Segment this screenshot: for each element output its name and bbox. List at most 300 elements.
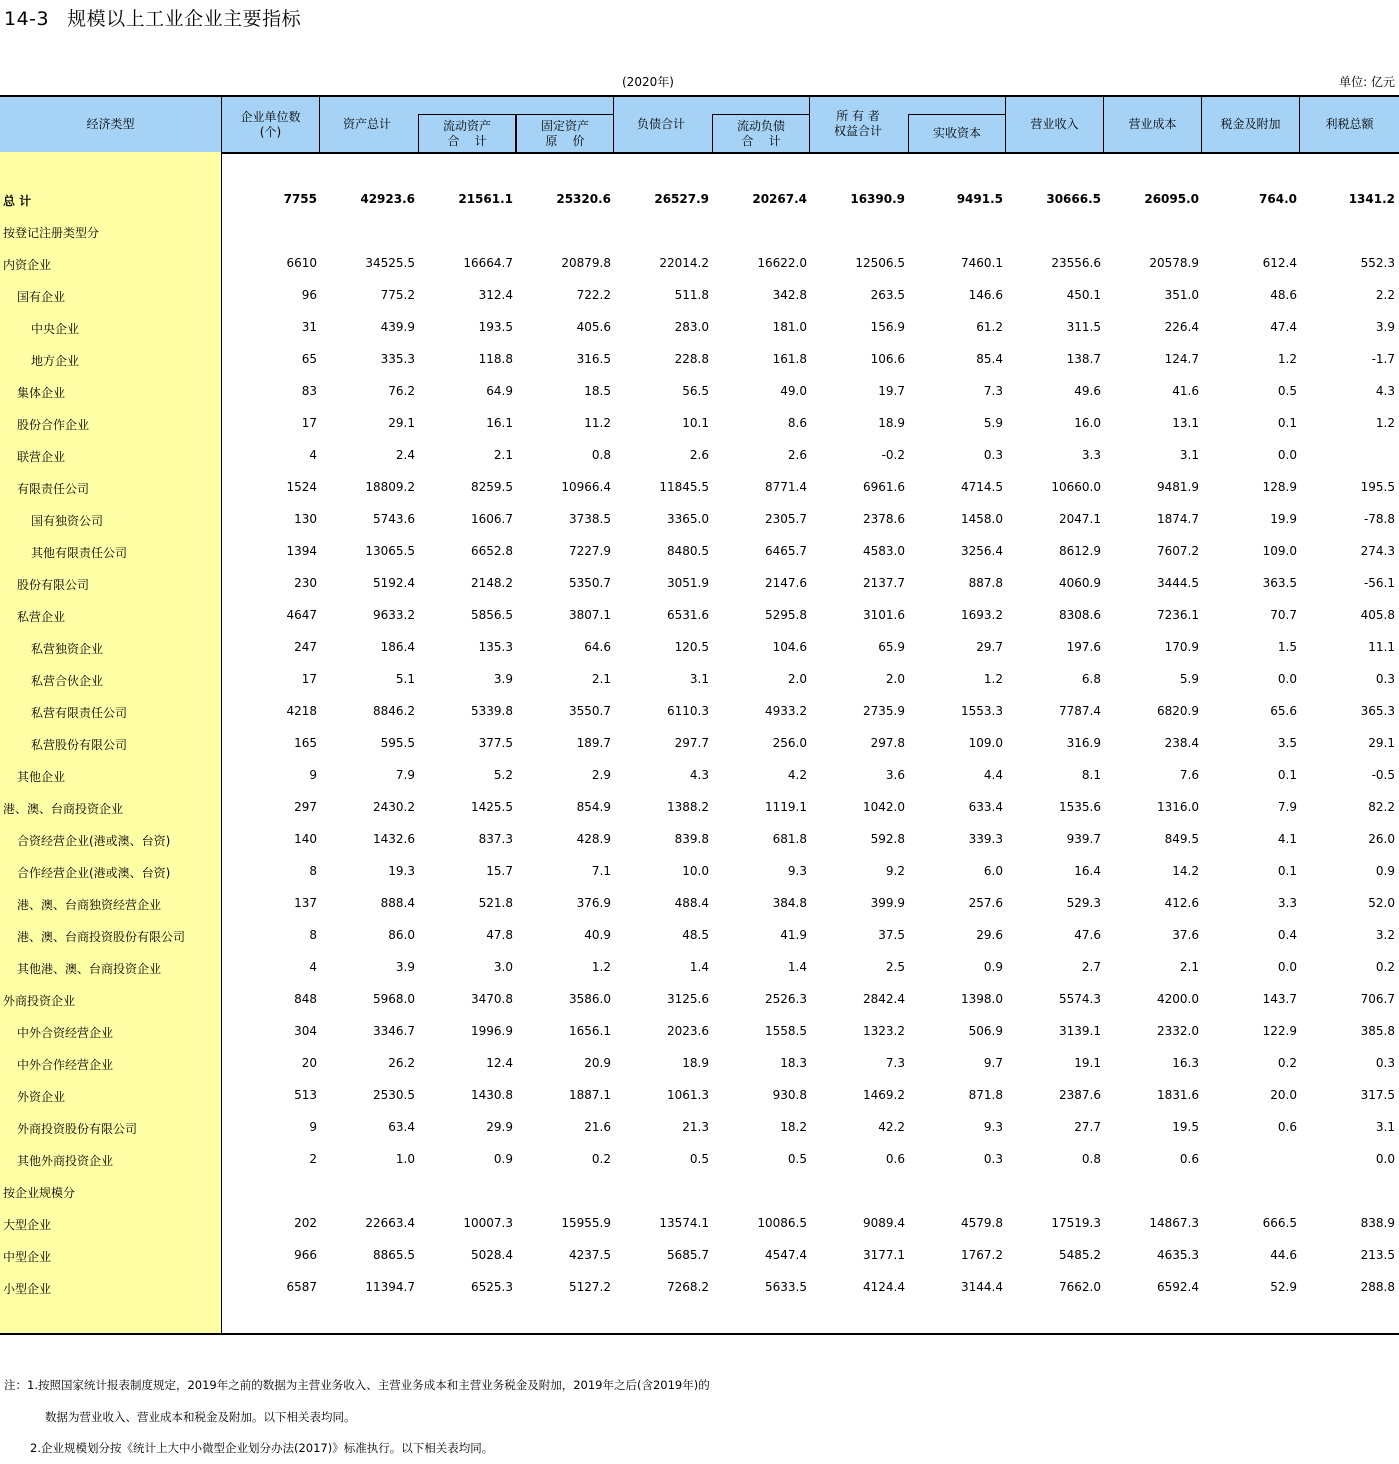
row-label: 小型企业 bbox=[3, 1282, 52, 1296]
cell-paid-in-capital: 4579.8 bbox=[961, 1216, 1003, 1230]
cell-equity: 7.3 bbox=[885, 1056, 905, 1070]
cell-units: 165 bbox=[294, 736, 317, 750]
cell-assets: 22663.4 bbox=[365, 1216, 415, 1230]
cell-liabilities: 26527.9 bbox=[654, 192, 709, 206]
header-profit-tax: 利税总额 bbox=[1325, 117, 1374, 131]
cell-revenue: 27.7 bbox=[1074, 1120, 1101, 1134]
row-label: 国有企业 bbox=[17, 290, 66, 304]
cell-profit-tax: 0.0 bbox=[1375, 1152, 1395, 1166]
cell-taxes: 0.2 bbox=[1277, 1056, 1297, 1070]
table-row bbox=[0, 1278, 1399, 1298]
cell-cost: 14867.3 bbox=[1149, 1216, 1199, 1230]
row-label: 私营独资企业 bbox=[31, 642, 104, 656]
cell-assets: 86.0 bbox=[388, 928, 415, 942]
cell-revenue: 49.6 bbox=[1074, 384, 1101, 398]
cell-liabilities: 1061.3 bbox=[667, 1088, 709, 1102]
cell-current-liabilities: 930.8 bbox=[772, 1088, 807, 1102]
cell-liabilities: 3365.0 bbox=[667, 512, 709, 526]
cell-current-assets: 2148.2 bbox=[471, 576, 513, 590]
cell-paid-in-capital: 257.6 bbox=[968, 896, 1003, 910]
cell-cost: 226.4 bbox=[1164, 320, 1199, 334]
cell-taxes: 20.0 bbox=[1270, 1088, 1297, 1102]
cell-equity: 1323.2 bbox=[863, 1024, 905, 1038]
cell-profit-tax: 274.3 bbox=[1360, 544, 1395, 558]
cell-fixed-assets: 15955.9 bbox=[561, 1216, 611, 1230]
cell-paid-in-capital: 5.9 bbox=[983, 416, 1003, 430]
cell-profit-tax: -0.5 bbox=[1371, 768, 1395, 782]
cell-assets: 7.9 bbox=[395, 768, 415, 782]
row-label: 股份有限公司 bbox=[17, 578, 90, 592]
table-row bbox=[0, 702, 1399, 722]
cell-current-assets: 837.3 bbox=[478, 832, 513, 846]
cell-cost: 1831.6 bbox=[1157, 1088, 1199, 1102]
cell-paid-in-capital: 1.2 bbox=[983, 672, 1003, 686]
cell-cost: 20578.9 bbox=[1149, 256, 1199, 270]
cell-current-liabilities: 384.8 bbox=[772, 896, 807, 910]
table-row bbox=[0, 286, 1399, 306]
note-2: 2.企业规模划分按《统计上大中小微型企业划分办法(2017)》标准执行。以下相关表均同。 bbox=[30, 1441, 494, 1455]
cell-taxes: 143.7 bbox=[1262, 992, 1297, 1006]
cell-revenue: 5485.2 bbox=[1059, 1248, 1101, 1262]
cell-current-assets: 6525.3 bbox=[471, 1280, 513, 1294]
cell-current-assets: 3470.8 bbox=[471, 992, 513, 1006]
cell-current-liabilities: 4933.2 bbox=[765, 704, 807, 718]
cell-profit-tax: 0.3 bbox=[1375, 1056, 1395, 1070]
cell-equity: 9089.4 bbox=[863, 1216, 905, 1230]
row-label: 集体企业 bbox=[17, 386, 66, 400]
cell-liabilities: 488.4 bbox=[674, 896, 709, 910]
table-row bbox=[0, 1086, 1399, 1106]
cell-liabilities: 13574.1 bbox=[659, 1216, 709, 1230]
cell-taxes: 0.0 bbox=[1277, 448, 1297, 462]
table-row bbox=[0, 670, 1399, 690]
cell-revenue: 7662.0 bbox=[1059, 1280, 1101, 1294]
cell-current-assets: 16.1 bbox=[486, 416, 513, 430]
cell-assets: 5.1 bbox=[395, 672, 415, 686]
cell-fixed-assets: 189.7 bbox=[576, 736, 611, 750]
cell-units: 202 bbox=[294, 1216, 317, 1230]
cell-profit-tax: 3.9 bbox=[1375, 320, 1395, 334]
cell-liabilities: 2023.6 bbox=[667, 1024, 709, 1038]
cell-assets: 2.4 bbox=[395, 448, 415, 462]
cell-liabilities: 3125.6 bbox=[667, 992, 709, 1006]
cell-paid-in-capital: 3144.4 bbox=[961, 1280, 1003, 1294]
cell-paid-in-capital: 9.3 bbox=[983, 1120, 1003, 1134]
cell-current-liabilities: 2.0 bbox=[787, 672, 807, 686]
cell-current-liabilities: 18.2 bbox=[780, 1120, 807, 1134]
cell-fixed-assets: 40.9 bbox=[584, 928, 611, 942]
cell-liabilities: 18.9 bbox=[682, 1056, 709, 1070]
cell-equity: 18.9 bbox=[878, 416, 905, 430]
table-row bbox=[0, 382, 1399, 402]
cell-equity: 2137.7 bbox=[863, 576, 905, 590]
table-row bbox=[0, 1150, 1399, 1170]
cell-assets: 5968.0 bbox=[373, 992, 415, 1006]
cell-cost: 5.9 bbox=[1179, 672, 1199, 686]
cell-liabilities: 7268.2 bbox=[667, 1280, 709, 1294]
row-label: 地方企业 bbox=[31, 354, 80, 368]
cell-assets: 439.9 bbox=[380, 320, 415, 334]
cell-assets: 335.3 bbox=[380, 352, 415, 366]
header-taxes: 税金及附加 bbox=[1202, 97, 1300, 152]
cell-cost: 19.5 bbox=[1172, 1120, 1199, 1134]
cell-liabilities: 48.5 bbox=[682, 928, 709, 942]
cell-revenue: 5574.3 bbox=[1059, 992, 1101, 1006]
cell-profit-tax: 385.8 bbox=[1360, 1024, 1395, 1038]
cell-fixed-assets: 3738.5 bbox=[569, 512, 611, 526]
header-assets: 资产总计 bbox=[320, 97, 614, 152]
row-label: 中央企业 bbox=[31, 322, 80, 336]
cell-paid-in-capital: 29.6 bbox=[976, 928, 1003, 942]
cell-revenue: 7787.4 bbox=[1059, 704, 1101, 718]
table-row bbox=[0, 638, 1399, 658]
cell-fixed-assets: 21.6 bbox=[584, 1120, 611, 1134]
cell-profit-tax: 365.3 bbox=[1360, 704, 1395, 718]
cell-paid-in-capital: 1398.0 bbox=[961, 992, 1003, 1006]
cell-liabilities: 8480.5 bbox=[667, 544, 709, 558]
cell-fixed-assets: 3807.1 bbox=[569, 608, 611, 622]
cell-cost: 9481.9 bbox=[1157, 480, 1199, 494]
cell-profit-tax: 4.3 bbox=[1375, 384, 1395, 398]
cell-paid-in-capital: 7460.1 bbox=[961, 256, 1003, 270]
table-row bbox=[0, 542, 1399, 562]
cell-current-assets: 5339.8 bbox=[471, 704, 513, 718]
row-label: 私营股份有限公司 bbox=[31, 738, 128, 752]
note-1-continued: 数据为营业收入、营业成本和税金及附加。以下相关表均同。 bbox=[45, 1410, 356, 1424]
cell-fixed-assets: 0.2 bbox=[591, 1152, 611, 1166]
note-1: 注：1.按照国家统计报表制度规定，2019年之前的数据为主营业务收入、主营业务成本和主营业务税金及附加，2019年之后(含2019年)的 bbox=[4, 1378, 710, 1392]
cell-equity: 399.9 bbox=[870, 896, 905, 910]
cell-profit-tax: 195.5 bbox=[1360, 480, 1395, 494]
cell-revenue: 1535.6 bbox=[1059, 800, 1101, 814]
header-current-assets: 流动资产 合 计 bbox=[418, 114, 516, 152]
cell-revenue: 2047.1 bbox=[1059, 512, 1101, 526]
cell-current-assets: 64.9 bbox=[486, 384, 513, 398]
cell-fixed-assets: 2.1 bbox=[591, 672, 611, 686]
cell-revenue: 8612.9 bbox=[1059, 544, 1101, 558]
cell-current-liabilities: 10086.5 bbox=[757, 1216, 807, 1230]
cell-units: 20 bbox=[301, 1056, 317, 1070]
header-liabilities: 负债合计 bbox=[614, 97, 810, 152]
cell-units: 17 bbox=[301, 672, 317, 686]
cell-equity: 297.8 bbox=[870, 736, 905, 750]
cell-fixed-assets: 20879.8 bbox=[561, 256, 611, 270]
row-label: 港、澳、台商投资股份有限公司 bbox=[17, 930, 186, 944]
cell-equity: 3177.1 bbox=[863, 1248, 905, 1262]
cell-equity: -0.2 bbox=[881, 448, 905, 462]
cell-equity: 0.6 bbox=[885, 1152, 905, 1166]
cell-cost: 124.7 bbox=[1164, 352, 1199, 366]
unit-label: 单位: 亿元 bbox=[1339, 75, 1395, 89]
cell-equity: 106.6 bbox=[870, 352, 905, 366]
cell-current-liabilities: 181.0 bbox=[772, 320, 807, 334]
cell-revenue: 47.6 bbox=[1074, 928, 1101, 942]
cell-units: 9 bbox=[309, 1120, 317, 1134]
cell-equity: 65.9 bbox=[878, 640, 905, 654]
cell-equity: 3.6 bbox=[885, 768, 905, 782]
cell-units: 130 bbox=[294, 512, 317, 526]
cell-current-liabilities: 16622.0 bbox=[757, 256, 807, 270]
cell-paid-in-capital: 0.3 bbox=[983, 448, 1003, 462]
cell-units: 4 bbox=[309, 448, 317, 462]
cell-liabilities: 228.8 bbox=[674, 352, 709, 366]
table-row bbox=[0, 510, 1399, 530]
row-label: 内资企业 bbox=[3, 258, 52, 272]
cell-units: 848 bbox=[294, 992, 317, 1006]
cell-fixed-assets: 428.9 bbox=[576, 832, 611, 846]
cell-revenue: 16.0 bbox=[1074, 416, 1101, 430]
table-row bbox=[0, 222, 1399, 242]
cell-taxes: 47.4 bbox=[1270, 320, 1297, 334]
cell-current-assets: 3.9 bbox=[493, 672, 513, 686]
table-row bbox=[0, 1022, 1399, 1042]
cell-current-assets: 135.3 bbox=[478, 640, 513, 654]
header-type: 经济类型 bbox=[0, 97, 222, 152]
cell-paid-in-capital: 9.7 bbox=[983, 1056, 1003, 1070]
cell-profit-tax: 288.8 bbox=[1360, 1280, 1395, 1294]
cell-liabilities: 3051.9 bbox=[667, 576, 709, 590]
cell-cost: 4200.0 bbox=[1157, 992, 1199, 1006]
row-label: 港、澳、台商投资企业 bbox=[3, 802, 124, 816]
cell-profit-tax: 0.9 bbox=[1375, 864, 1395, 878]
cell-units: 140 bbox=[294, 832, 317, 846]
cell-units: 4 bbox=[309, 960, 317, 974]
cell-liabilities: 10.1 bbox=[682, 416, 709, 430]
cell-cost: 14.2 bbox=[1172, 864, 1199, 878]
table-row bbox=[0, 318, 1399, 338]
table-row bbox=[0, 414, 1399, 434]
cell-cost: 351.0 bbox=[1164, 288, 1199, 302]
cell-fixed-assets: 1887.1 bbox=[569, 1088, 611, 1102]
cell-taxes: 70.7 bbox=[1270, 608, 1297, 622]
cell-equity: 263.5 bbox=[870, 288, 905, 302]
cell-revenue: 4060.9 bbox=[1059, 576, 1101, 590]
cell-units: 6610 bbox=[286, 256, 317, 270]
cell-equity: 1469.2 bbox=[863, 1088, 905, 1102]
cell-current-liabilities: 0.5 bbox=[787, 1152, 807, 1166]
cell-revenue: 10660.0 bbox=[1051, 480, 1101, 494]
cell-paid-in-capital: 6.0 bbox=[983, 864, 1003, 878]
cell-units: 513 bbox=[294, 1088, 317, 1102]
cell-current-liabilities: 2147.6 bbox=[765, 576, 807, 590]
cell-profit-tax: 317.5 bbox=[1360, 1088, 1395, 1102]
cell-liabilities: 11845.5 bbox=[659, 480, 709, 494]
table-row bbox=[0, 958, 1399, 978]
cell-units: 4218 bbox=[286, 704, 317, 718]
cell-profit-tax: 2.2 bbox=[1375, 288, 1395, 302]
cell-liabilities: 839.8 bbox=[674, 832, 709, 846]
cell-taxes: 0.6 bbox=[1277, 1120, 1297, 1134]
table-title: 规模以上工业企业主要指标 bbox=[67, 8, 302, 30]
cell-current-assets: 29.9 bbox=[486, 1120, 513, 1134]
cell-equity: 37.5 bbox=[878, 928, 905, 942]
header-paid-in-capital: 实收资本 bbox=[908, 114, 1006, 152]
cell-fixed-assets: 316.5 bbox=[576, 352, 611, 366]
row-label: 其他外商投资企业 bbox=[17, 1154, 114, 1168]
cell-current-liabilities: 8771.4 bbox=[765, 480, 807, 494]
cell-revenue: 529.3 bbox=[1066, 896, 1101, 910]
cell-assets: 34525.5 bbox=[365, 256, 415, 270]
cell-paid-in-capital: 4714.5 bbox=[961, 480, 1003, 494]
cell-profit-tax: 26.0 bbox=[1368, 832, 1395, 846]
cell-units: 6587 bbox=[286, 1280, 317, 1294]
table-row bbox=[0, 606, 1399, 626]
cell-profit-tax: 82.2 bbox=[1368, 800, 1395, 814]
cell-profit-tax: -56.1 bbox=[1363, 576, 1395, 590]
header-cost: 营业成本 bbox=[1104, 97, 1202, 152]
cell-fixed-assets: 3586.0 bbox=[569, 992, 611, 1006]
cell-units: 230 bbox=[294, 576, 317, 590]
cell-fixed-assets: 7227.9 bbox=[569, 544, 611, 558]
cell-fixed-assets: 20.9 bbox=[584, 1056, 611, 1070]
cell-equity: 4583.0 bbox=[863, 544, 905, 558]
cell-paid-in-capital: 9491.5 bbox=[956, 192, 1003, 206]
cell-current-liabilities: 4547.4 bbox=[765, 1248, 807, 1262]
cell-liabilities: 2.6 bbox=[689, 448, 709, 462]
cell-taxes: 65.6 bbox=[1270, 704, 1297, 718]
cell-taxes: 0.1 bbox=[1277, 864, 1297, 878]
cell-revenue: 138.7 bbox=[1066, 352, 1101, 366]
cell-current-liabilities: 20267.4 bbox=[752, 192, 807, 206]
cell-taxes: 764.0 bbox=[1259, 192, 1297, 206]
row-label: 私营合伙企业 bbox=[31, 674, 104, 688]
cell-equity: 1042.0 bbox=[863, 800, 905, 814]
cell-current-liabilities: 8.6 bbox=[787, 416, 807, 430]
cell-taxes: 19.9 bbox=[1270, 512, 1297, 526]
cell-revenue: 311.5 bbox=[1066, 320, 1101, 334]
cell-paid-in-capital: 146.6 bbox=[968, 288, 1003, 302]
cell-current-assets: 12.4 bbox=[486, 1056, 513, 1070]
cell-assets: 11394.7 bbox=[365, 1280, 415, 1294]
cell-cost: 0.6 bbox=[1179, 1152, 1199, 1166]
cell-taxes: 52.9 bbox=[1270, 1280, 1297, 1294]
cell-units: 8 bbox=[309, 928, 317, 942]
row-label: 港、澳、台商独资经营企业 bbox=[17, 898, 162, 912]
cell-cost: 412.6 bbox=[1164, 896, 1199, 910]
cell-profit-tax: 1.2 bbox=[1375, 416, 1395, 430]
table-row bbox=[0, 734, 1399, 754]
cell-fixed-assets: 1.2 bbox=[591, 960, 611, 974]
table-row bbox=[0, 990, 1399, 1010]
cell-taxes: 48.6 bbox=[1270, 288, 1297, 302]
cell-assets: 18809.2 bbox=[365, 480, 415, 494]
cell-paid-in-capital: 0.9 bbox=[983, 960, 1003, 974]
cell-taxes: 666.5 bbox=[1262, 1216, 1297, 1230]
row-label: 外商投资股份有限公司 bbox=[17, 1122, 138, 1136]
cell-equity: 6961.6 bbox=[863, 480, 905, 494]
cell-equity: 9.2 bbox=[885, 864, 905, 878]
cell-current-liabilities: 1558.5 bbox=[765, 1024, 807, 1038]
cell-fixed-assets: 18.5 bbox=[584, 384, 611, 398]
cell-assets: 76.2 bbox=[388, 384, 415, 398]
cell-equity: 2378.6 bbox=[863, 512, 905, 526]
cell-current-liabilities: 4.2 bbox=[787, 768, 807, 782]
cell-profit-tax: 0.3 bbox=[1375, 672, 1395, 686]
table-row bbox=[0, 1214, 1399, 1234]
cell-assets: 26.2 bbox=[388, 1056, 415, 1070]
cell-revenue: 450.1 bbox=[1066, 288, 1101, 302]
cell-current-liabilities: 2.6 bbox=[787, 448, 807, 462]
cell-liabilities: 4.3 bbox=[689, 768, 709, 782]
cell-taxes: 612.4 bbox=[1262, 256, 1297, 270]
cell-equity: 19.7 bbox=[878, 384, 905, 398]
cell-cost: 3444.5 bbox=[1157, 576, 1199, 590]
cell-units: 2 bbox=[309, 1152, 317, 1166]
cell-paid-in-capital: 4.4 bbox=[983, 768, 1003, 782]
table-header bbox=[0, 95, 1399, 154]
cell-current-liabilities: 2526.3 bbox=[765, 992, 807, 1006]
cell-paid-in-capital: 0.3 bbox=[983, 1152, 1003, 1166]
cell-profit-tax: -1.7 bbox=[1371, 352, 1395, 366]
cell-cost: 1874.7 bbox=[1157, 512, 1199, 526]
cell-current-liabilities: 41.9 bbox=[780, 928, 807, 942]
cell-liabilities: 22014.2 bbox=[659, 256, 709, 270]
cell-cost: 2.1 bbox=[1179, 960, 1199, 974]
cell-cost: 37.6 bbox=[1172, 928, 1199, 942]
table-row bbox=[0, 190, 1399, 210]
cell-equity: 3101.6 bbox=[863, 608, 905, 622]
cell-paid-in-capital: 7.3 bbox=[983, 384, 1003, 398]
table-row bbox=[0, 350, 1399, 370]
cell-revenue: 0.8 bbox=[1081, 1152, 1101, 1166]
page-title bbox=[4, 4, 301, 31]
cell-assets: 13065.5 bbox=[365, 544, 415, 558]
cell-assets: 42923.6 bbox=[360, 192, 415, 206]
cell-revenue: 2.7 bbox=[1081, 960, 1101, 974]
cell-taxes: 363.5 bbox=[1262, 576, 1297, 590]
cell-cost: 26095.0 bbox=[1144, 192, 1199, 206]
table-row bbox=[0, 1054, 1399, 1074]
cell-taxes: 3.3 bbox=[1277, 896, 1297, 910]
cell-current-assets: 193.5 bbox=[478, 320, 513, 334]
table-row bbox=[0, 894, 1399, 914]
row-label: 外商投资企业 bbox=[3, 994, 76, 1008]
cell-current-assets: 1425.5 bbox=[471, 800, 513, 814]
cell-paid-in-capital: 85.4 bbox=[976, 352, 1003, 366]
cell-current-assets: 118.8 bbox=[478, 352, 513, 366]
cell-paid-in-capital: 3256.4 bbox=[961, 544, 1003, 558]
cell-profit-tax: -78.8 bbox=[1363, 512, 1395, 526]
cell-current-assets: 15.7 bbox=[486, 864, 513, 878]
table-row bbox=[0, 1182, 1399, 1202]
cell-liabilities: 511.8 bbox=[674, 288, 709, 302]
cell-profit-tax: 11.1 bbox=[1368, 640, 1395, 654]
cell-current-liabilities: 5633.5 bbox=[765, 1280, 807, 1294]
cell-cost: 16.3 bbox=[1172, 1056, 1199, 1070]
cell-current-assets: 8259.5 bbox=[471, 480, 513, 494]
cell-assets: 2530.5 bbox=[373, 1088, 415, 1102]
cell-liabilities: 56.5 bbox=[682, 384, 709, 398]
row-label: 外资企业 bbox=[17, 1090, 66, 1104]
cell-revenue: 17519.3 bbox=[1051, 1216, 1101, 1230]
cell-current-assets: 5.2 bbox=[493, 768, 513, 782]
row-label: 合资经营企业(港或澳、台资) bbox=[17, 834, 171, 848]
cell-assets: 3346.7 bbox=[373, 1024, 415, 1038]
cell-current-assets: 2.1 bbox=[493, 448, 513, 462]
cell-assets: 1.0 bbox=[395, 1152, 415, 1166]
cell-paid-in-capital: 29.7 bbox=[976, 640, 1003, 654]
cell-revenue: 23556.6 bbox=[1051, 256, 1101, 270]
cell-current-liabilities: 18.3 bbox=[780, 1056, 807, 1070]
cell-current-assets: 1430.8 bbox=[471, 1088, 513, 1102]
row-label: 有限责任公司 bbox=[17, 482, 90, 496]
cell-current-liabilities: 1.4 bbox=[787, 960, 807, 974]
header-units: 企业单位数 (个) bbox=[222, 97, 320, 152]
row-label: 中型企业 bbox=[3, 1250, 52, 1264]
cell-fixed-assets: 854.9 bbox=[576, 800, 611, 814]
row-label: 其他有限责任公司 bbox=[31, 546, 128, 560]
cell-liabilities: 6110.3 bbox=[667, 704, 709, 718]
